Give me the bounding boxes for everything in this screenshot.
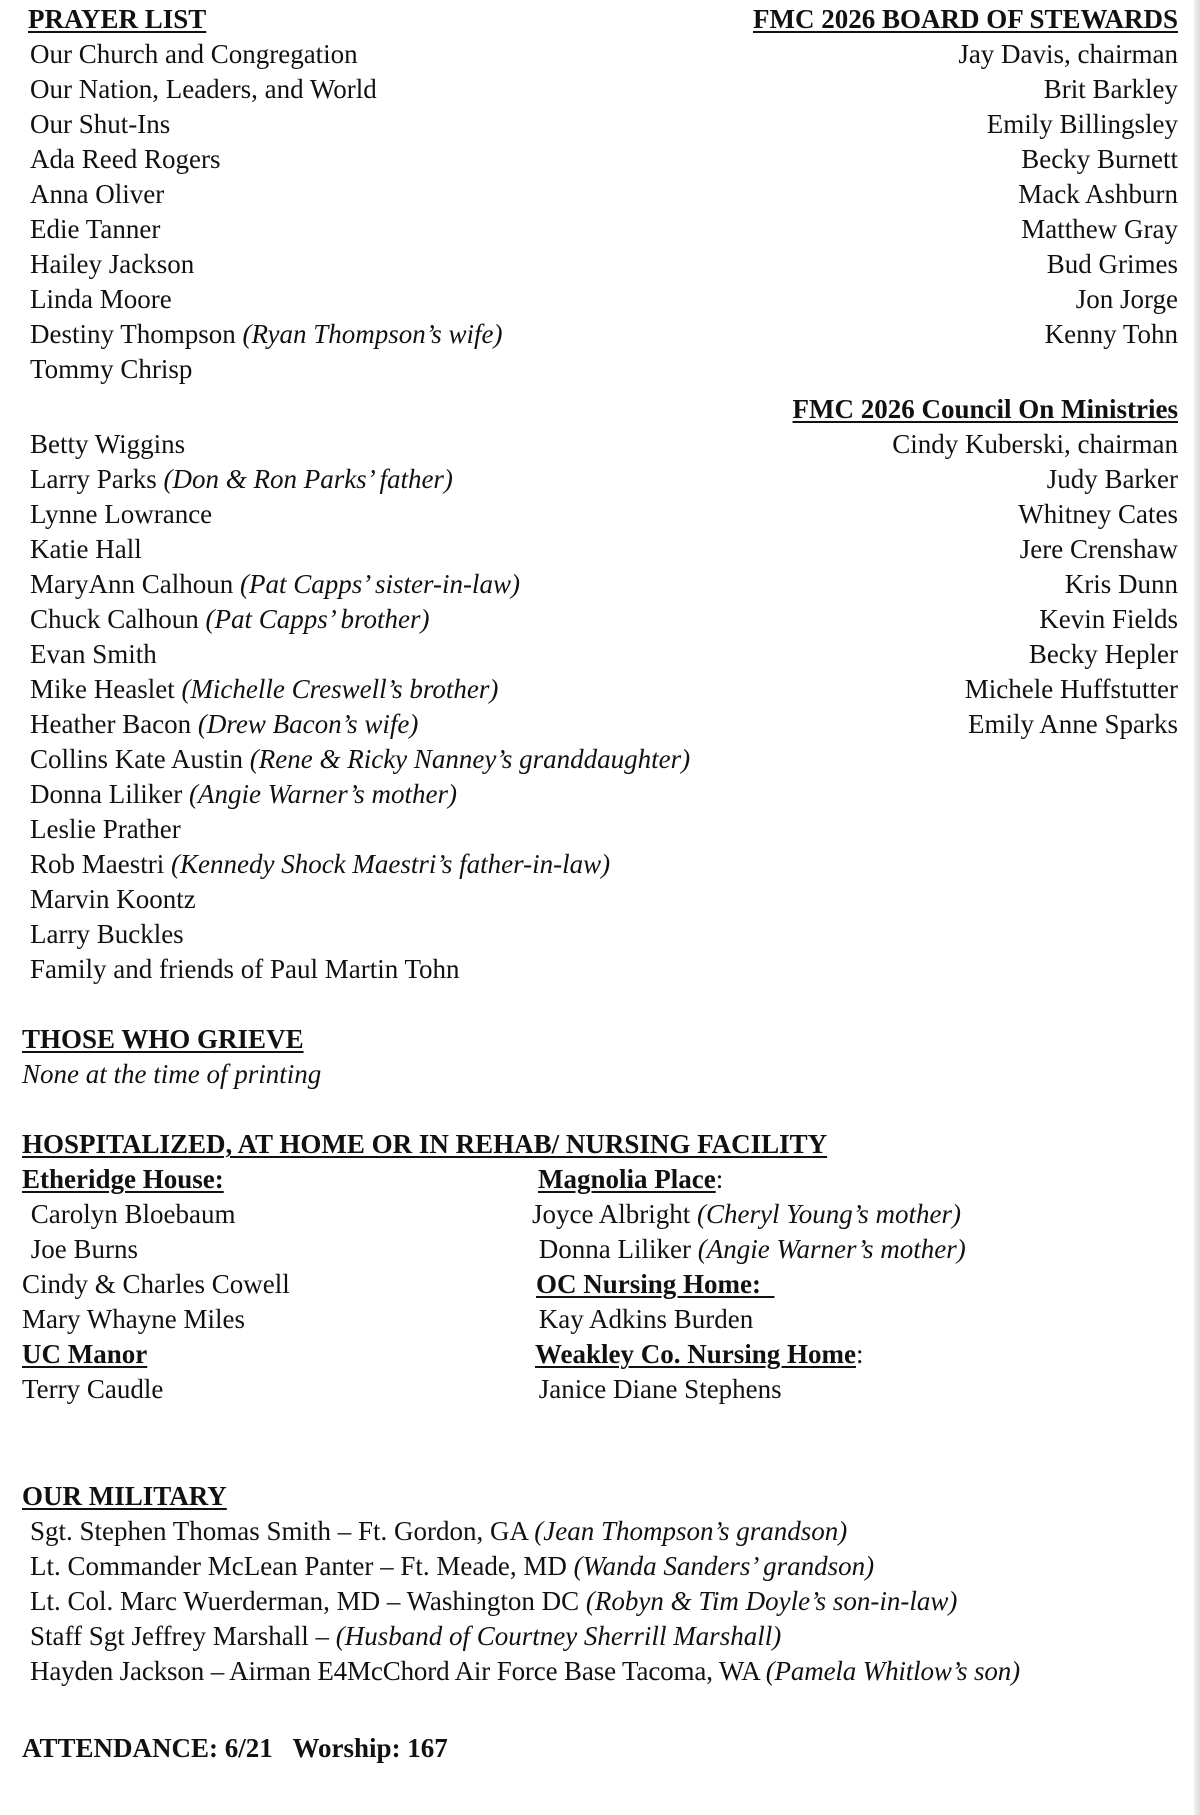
prayer-list-item: Chuck Calhoun (Pat Capps’ brother) [30, 604, 430, 634]
prayer-list-item: Our Church and Congregation [30, 39, 358, 69]
prayer-list-item: Larry Parks (Don & Ron Parks’ father) [30, 464, 453, 494]
board-of-stewards-heading: FMC 2026 BOARD OF STEWARDS [752, 4, 1178, 34]
hospitalized-heading: HOSPITALIZED, AT HOME OR IN REHAB/ NURSING FACILITY [22, 1129, 828, 1159]
council-member: Becky Hepler [1028, 639, 1178, 669]
worship-count: Worship: 167 [292, 1733, 448, 1763]
facility-weakley-co-nursing-home: Weakley Co. Nursing Home: [535, 1339, 864, 1369]
prayer-list-item: Betty Wiggins [30, 429, 186, 459]
attendance-line [22, 1731, 448, 1766]
prayer-list-note: (Ryan Thompson’s wife) [242, 319, 503, 349]
council-member: Emily Anne Sparks [968, 709, 1178, 739]
prayer-list-item: Lynne Lowrance [30, 499, 213, 529]
facility-resident: Cindy & Charles Cowell [22, 1269, 290, 1299]
military-note: (Husband of Courtney Sherrill Marshall) [335, 1621, 782, 1651]
steward-member: Brit Barkley [1043, 74, 1178, 104]
facility-resident: Terry Caudle [22, 1374, 164, 1404]
prayer-list-item: Leslie Prather [30, 814, 181, 844]
military-note: (Pamela Whitlow’s son) [765, 1656, 1020, 1686]
steward-member: Matthew Gray [1021, 214, 1178, 244]
steward-member: Becky Burnett [1021, 144, 1178, 174]
prayer-list-heading: PRAYER LIST [28, 4, 207, 34]
facility-resident: Joe Burns [24, 1234, 138, 1264]
prayer-list-note: (Don & Ron Parks’ father) [163, 464, 453, 494]
military-note: (Wanda Sanders’ grandson) [573, 1551, 875, 1581]
council-member: Kevin Fields [1039, 604, 1178, 634]
facility-resident: Janice Diane Stephens [532, 1374, 782, 1404]
military-heading: OUR MILITARY [22, 1481, 227, 1511]
prayer-list-item: Larry Buckles [30, 919, 184, 949]
facility-resident-note: (Angie Warner’s mother) [697, 1234, 966, 1264]
facility-resident: Carolyn Bloebaum [24, 1199, 236, 1229]
prayer-list-item: Evan Smith [30, 639, 157, 669]
steward-member: Bud Grimes [1046, 249, 1178, 279]
prayer-list-item: Tommy Chrisp [30, 354, 193, 384]
prayer-list-item: Linda Moore [30, 284, 172, 314]
council-member: Kris Dunn [1064, 569, 1178, 599]
prayer-list-item: Katie Hall [30, 534, 142, 564]
prayer-list-item: Hailey Jackson [30, 249, 195, 279]
facility-oc-nursing-home: OC Nursing Home: [536, 1269, 775, 1299]
military-item: Lt. Col. Marc Wuerderman, MD – Washington DC (Robyn & Tim Doyle’s son-in-law) [30, 1586, 958, 1616]
military-note: (Jean Thompson’s grandson) [534, 1516, 848, 1546]
council-heading: FMC 2026 Council On Ministries [792, 394, 1178, 424]
steward-member: Jon Jorge [1075, 284, 1178, 314]
steward-member: Emily Billingsley [986, 109, 1178, 139]
military-note: (Robyn & Tim Doyle’s son-in-law) [585, 1586, 958, 1616]
prayer-list-note: (Pat Capps’ brother) [205, 604, 430, 634]
prayer-list-item: Marvin Koontz [30, 884, 196, 914]
prayer-list-item: Edie Tanner [30, 214, 161, 244]
military-item: Sgt. Stephen Thomas Smith – Ft. Gordon, GA (Jean Thompson’s grandson) [30, 1516, 848, 1546]
attendance-label: ATTENDANCE: 6/21 [22, 1733, 273, 1763]
council-member: Judy Barker [1046, 464, 1178, 494]
prayer-list-note: (Kennedy Shock Maestri’s father-in-law) [171, 849, 611, 879]
prayer-list-item: Rob Maestri (Kennedy Shock Maestri’s father-in-law) [30, 849, 611, 879]
military-item: Hayden Jackson – Airman E4McChord Air Force Base Tacoma, WA (Pamela Whitlow’s son) [30, 1656, 1020, 1686]
prayer-list-note: (Pat Capps’ sister-in-law) [239, 569, 520, 599]
prayer-list-item: Donna Liliker (Angie Warner’s mother) [30, 779, 457, 809]
steward-member: Mack Ashburn [1018, 179, 1178, 209]
steward-member: Jay Davis, chairman [958, 39, 1178, 69]
prayer-list-note: (Angie Warner’s mother) [188, 779, 457, 809]
prayer-list-item: Destiny Thompson (Ryan Thompson’s wife) [30, 319, 503, 349]
facility-resident: Donna Liliker (Angie Warner’s mother) [532, 1234, 966, 1264]
council-member: Jere Crenshaw [1019, 534, 1178, 564]
prayer-list-item: Heather Bacon (Drew Bacon’s wife) [30, 709, 419, 739]
council-member: Michele Huffstutter [964, 674, 1178, 704]
facility-resident-note: (Cheryl Young’s mother) [696, 1199, 961, 1229]
grieve-text: None at the time of printing [22, 1059, 322, 1089]
council-member: Cindy Kuberski, chairman [892, 429, 1178, 459]
facility-resident: Joyce Albright (Cheryl Young’s mother) [532, 1199, 961, 1229]
prayer-list-item: Anna Oliver [30, 179, 165, 209]
facility-resident: Kay Adkins Burden [532, 1304, 754, 1334]
prayer-list-item: Collins Kate Austin (Rene & Ricky Nanney’s granddaughter) [30, 744, 691, 774]
prayer-list-item: MaryAnn Calhoun (Pat Capps’ sister-in-law) [30, 569, 520, 599]
prayer-list-item: Ada Reed Rogers [30, 144, 221, 174]
facility-uc-manor: UC Manor [22, 1339, 148, 1369]
facility-resident: Mary Whayne Miles [22, 1304, 245, 1334]
prayer-list-item: Mike Heaslet (Michelle Creswell’s brother) [30, 674, 499, 704]
council-member: Whitney Cates [1018, 499, 1178, 529]
prayer-list-item: Family and friends of Paul Martin Tohn [30, 954, 460, 984]
steward-member: Kenny Tohn [1044, 319, 1178, 349]
prayer-list-item: Our Shut-Ins [30, 109, 171, 139]
military-item: Staff Sgt Jeffrey Marshall – (Husband of Courtney Sherrill Marshall) [30, 1621, 782, 1651]
page-edge [1194, 0, 1200, 1815]
facility-magnolia-place: Magnolia Place: [538, 1164, 724, 1194]
facility-etheridge-house: Etheridge House: [22, 1164, 224, 1194]
prayer-list-note: (Rene & Ricky Nanney’s granddaughter) [249, 744, 691, 774]
prayer-list-note: (Drew Bacon’s wife) [197, 709, 419, 739]
prayer-list-note: (Michelle Creswell’s brother) [181, 674, 499, 704]
grieve-heading: THOSE WHO GRIEVE [22, 1024, 304, 1054]
prayer-list-item: Our Nation, Leaders, and World [30, 74, 377, 104]
military-item: Lt. Commander McLean Panter – Ft. Meade, MD (Wanda Sanders’ grandson) [30, 1551, 875, 1581]
